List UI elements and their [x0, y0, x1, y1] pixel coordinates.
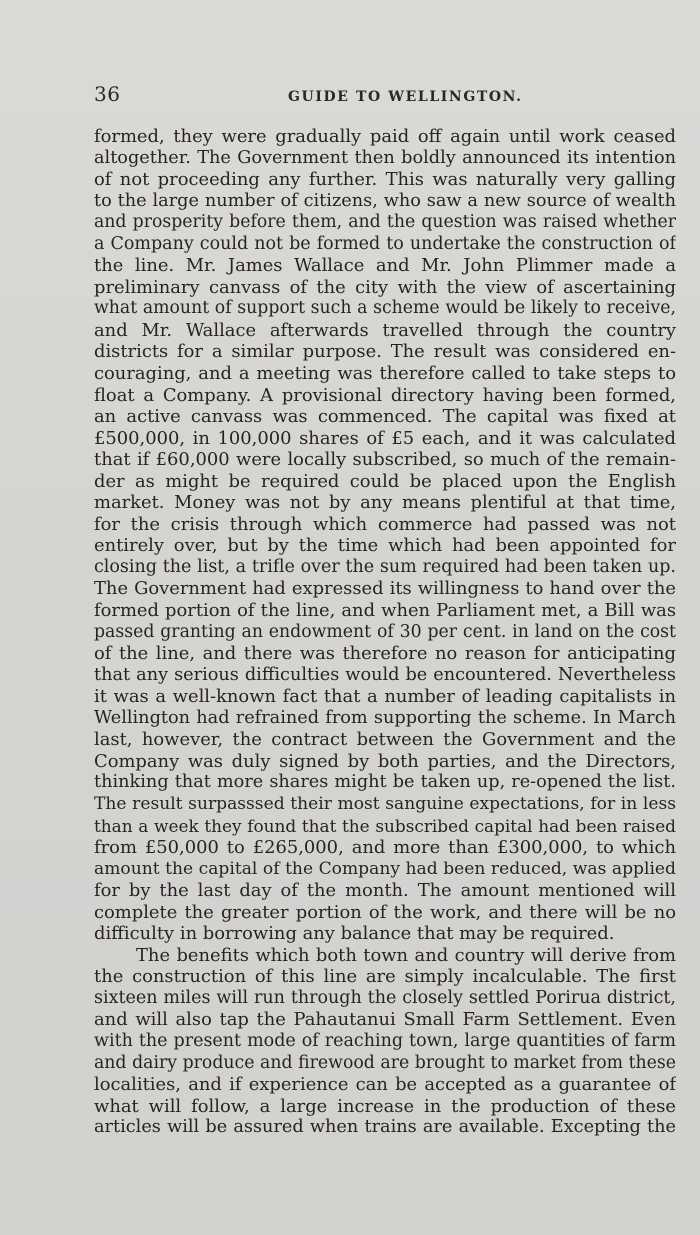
- text-line: complete the greater portion of the work, and there will be no: [94, 901, 676, 923]
- text-line: Company was duly signed by both parties, and the Directors,: [94, 750, 676, 772]
- text-line: The Government had expressed its willingness to hand over the: [94, 578, 676, 600]
- text-line: what amount of support such a scheme would be likely to receive,: [94, 298, 676, 319]
- text-line: of the line, and there was therefore no reason for anticipating: [94, 643, 676, 665]
- text-line: localities, and if experience can be accepted as a guarantee of: [94, 1074, 676, 1096]
- text-line: The benefits which both town and country will derive from: [136, 944, 676, 966]
- text-line: with the present mode of reaching town, large quantities of farm: [94, 1030, 676, 1051]
- text-line: thinking that more shares might be taken up, re-opened the list.: [94, 772, 676, 793]
- text-line: of not proceeding any further. This was naturally very galling: [94, 169, 676, 191]
- text-line: what will follow, a large increase in the production of these: [94, 1095, 676, 1117]
- text-line: and prosperity before them, and the question was raised whether: [94, 212, 676, 233]
- text-line: that if £60,000 were locally subscribed, so much of the remain-: [94, 449, 676, 471]
- text-line: to the large number of citizens, who saw a new source of wealth: [94, 190, 676, 211]
- text-line: from £50,000 to £265,000, and more than £300,000, to which: [94, 837, 676, 859]
- text-line: districts for a similar purpose. The result was considered en-: [94, 341, 676, 363]
- text-line: preliminary canvass of the city with the view of ascertaining: [94, 276, 676, 298]
- text-line: The result surpasssed their most sanguine expectations, for in less: [94, 793, 676, 814]
- text-line: last, however, the contract between the Government and the: [94, 729, 676, 751]
- text-line: float a Company. A provisional directory having been formed,: [94, 384, 676, 406]
- text-line: market. Money was not by any means plentiful at that time,: [94, 492, 676, 514]
- text-line: for the crisis through which commerce had passed was not: [94, 513, 676, 535]
- text-line: amount the capital of the Company had been reduced, was applied: [94, 858, 676, 879]
- text-line: articles will be assured when trains are available. Excepting the: [94, 1117, 676, 1138]
- text-line: £500,000, in 100,000 shares of £5 each, and it was calculated: [94, 427, 676, 449]
- page-number: 36: [94, 82, 121, 106]
- text-line: altogether. The Government then boldly announced its intention: [94, 147, 676, 168]
- text-line: a Company could not be formed to undertake the construction of: [94, 233, 676, 254]
- text-line: that any serious difficulties would be encountered. Nevertheless: [94, 664, 676, 685]
- text-line: closing the list, a trifle over the sum required had been taken up.: [94, 556, 676, 577]
- text-line: entirely over, but by the time which had been appointed for: [94, 535, 676, 557]
- text-line: than a week they found that the subscribed capital had been raised: [94, 815, 676, 836]
- text-line: and Mr. Wallace afterwards travelled through the country: [94, 319, 676, 341]
- text-line: the construction of this line are simply incalculable. The first: [94, 966, 676, 988]
- text-line: sixteen miles will run through the closely settled Porirua district,: [94, 987, 676, 1008]
- text-line: formed, they were gradually paid off again until work ceased: [94, 126, 676, 147]
- body-text: [94, 126, 676, 1139]
- text-line: der as might be required could be placed upon the English: [94, 470, 676, 492]
- text-line: an active canvass was commenced. The capital was fixed at: [94, 406, 676, 428]
- text-line: and will also tap the Pahautanui Small Farm Settlement. Even: [94, 1009, 676, 1031]
- text-line: it was a well-known fact that a number of leading capitalists in: [94, 686, 676, 708]
- page-header: [94, 82, 676, 108]
- text-line: difficulty in borrowing any balance that may be required.: [94, 923, 615, 945]
- text-line: the line. Mr. James Wallace and Mr. John Plimmer made a: [94, 255, 676, 277]
- running-title: GUIDE TO WELLINGTON.: [288, 89, 523, 105]
- text-line: Wellington had refrained from supporting the scheme. In March: [94, 707, 676, 728]
- text-line: couraging, and a meeting was therefore called to take steps to: [94, 363, 676, 385]
- text-line: for by the last day of the month. The amount mentioned will: [94, 880, 676, 902]
- text-line: and dairy produce and firewood are brought to market from these: [94, 1052, 676, 1073]
- text-line: passed granting an endowment of 30 per cent. in land on the cost: [94, 621, 676, 642]
- text-line: formed portion of the line, and when Parliament met, a Bill was: [94, 600, 676, 622]
